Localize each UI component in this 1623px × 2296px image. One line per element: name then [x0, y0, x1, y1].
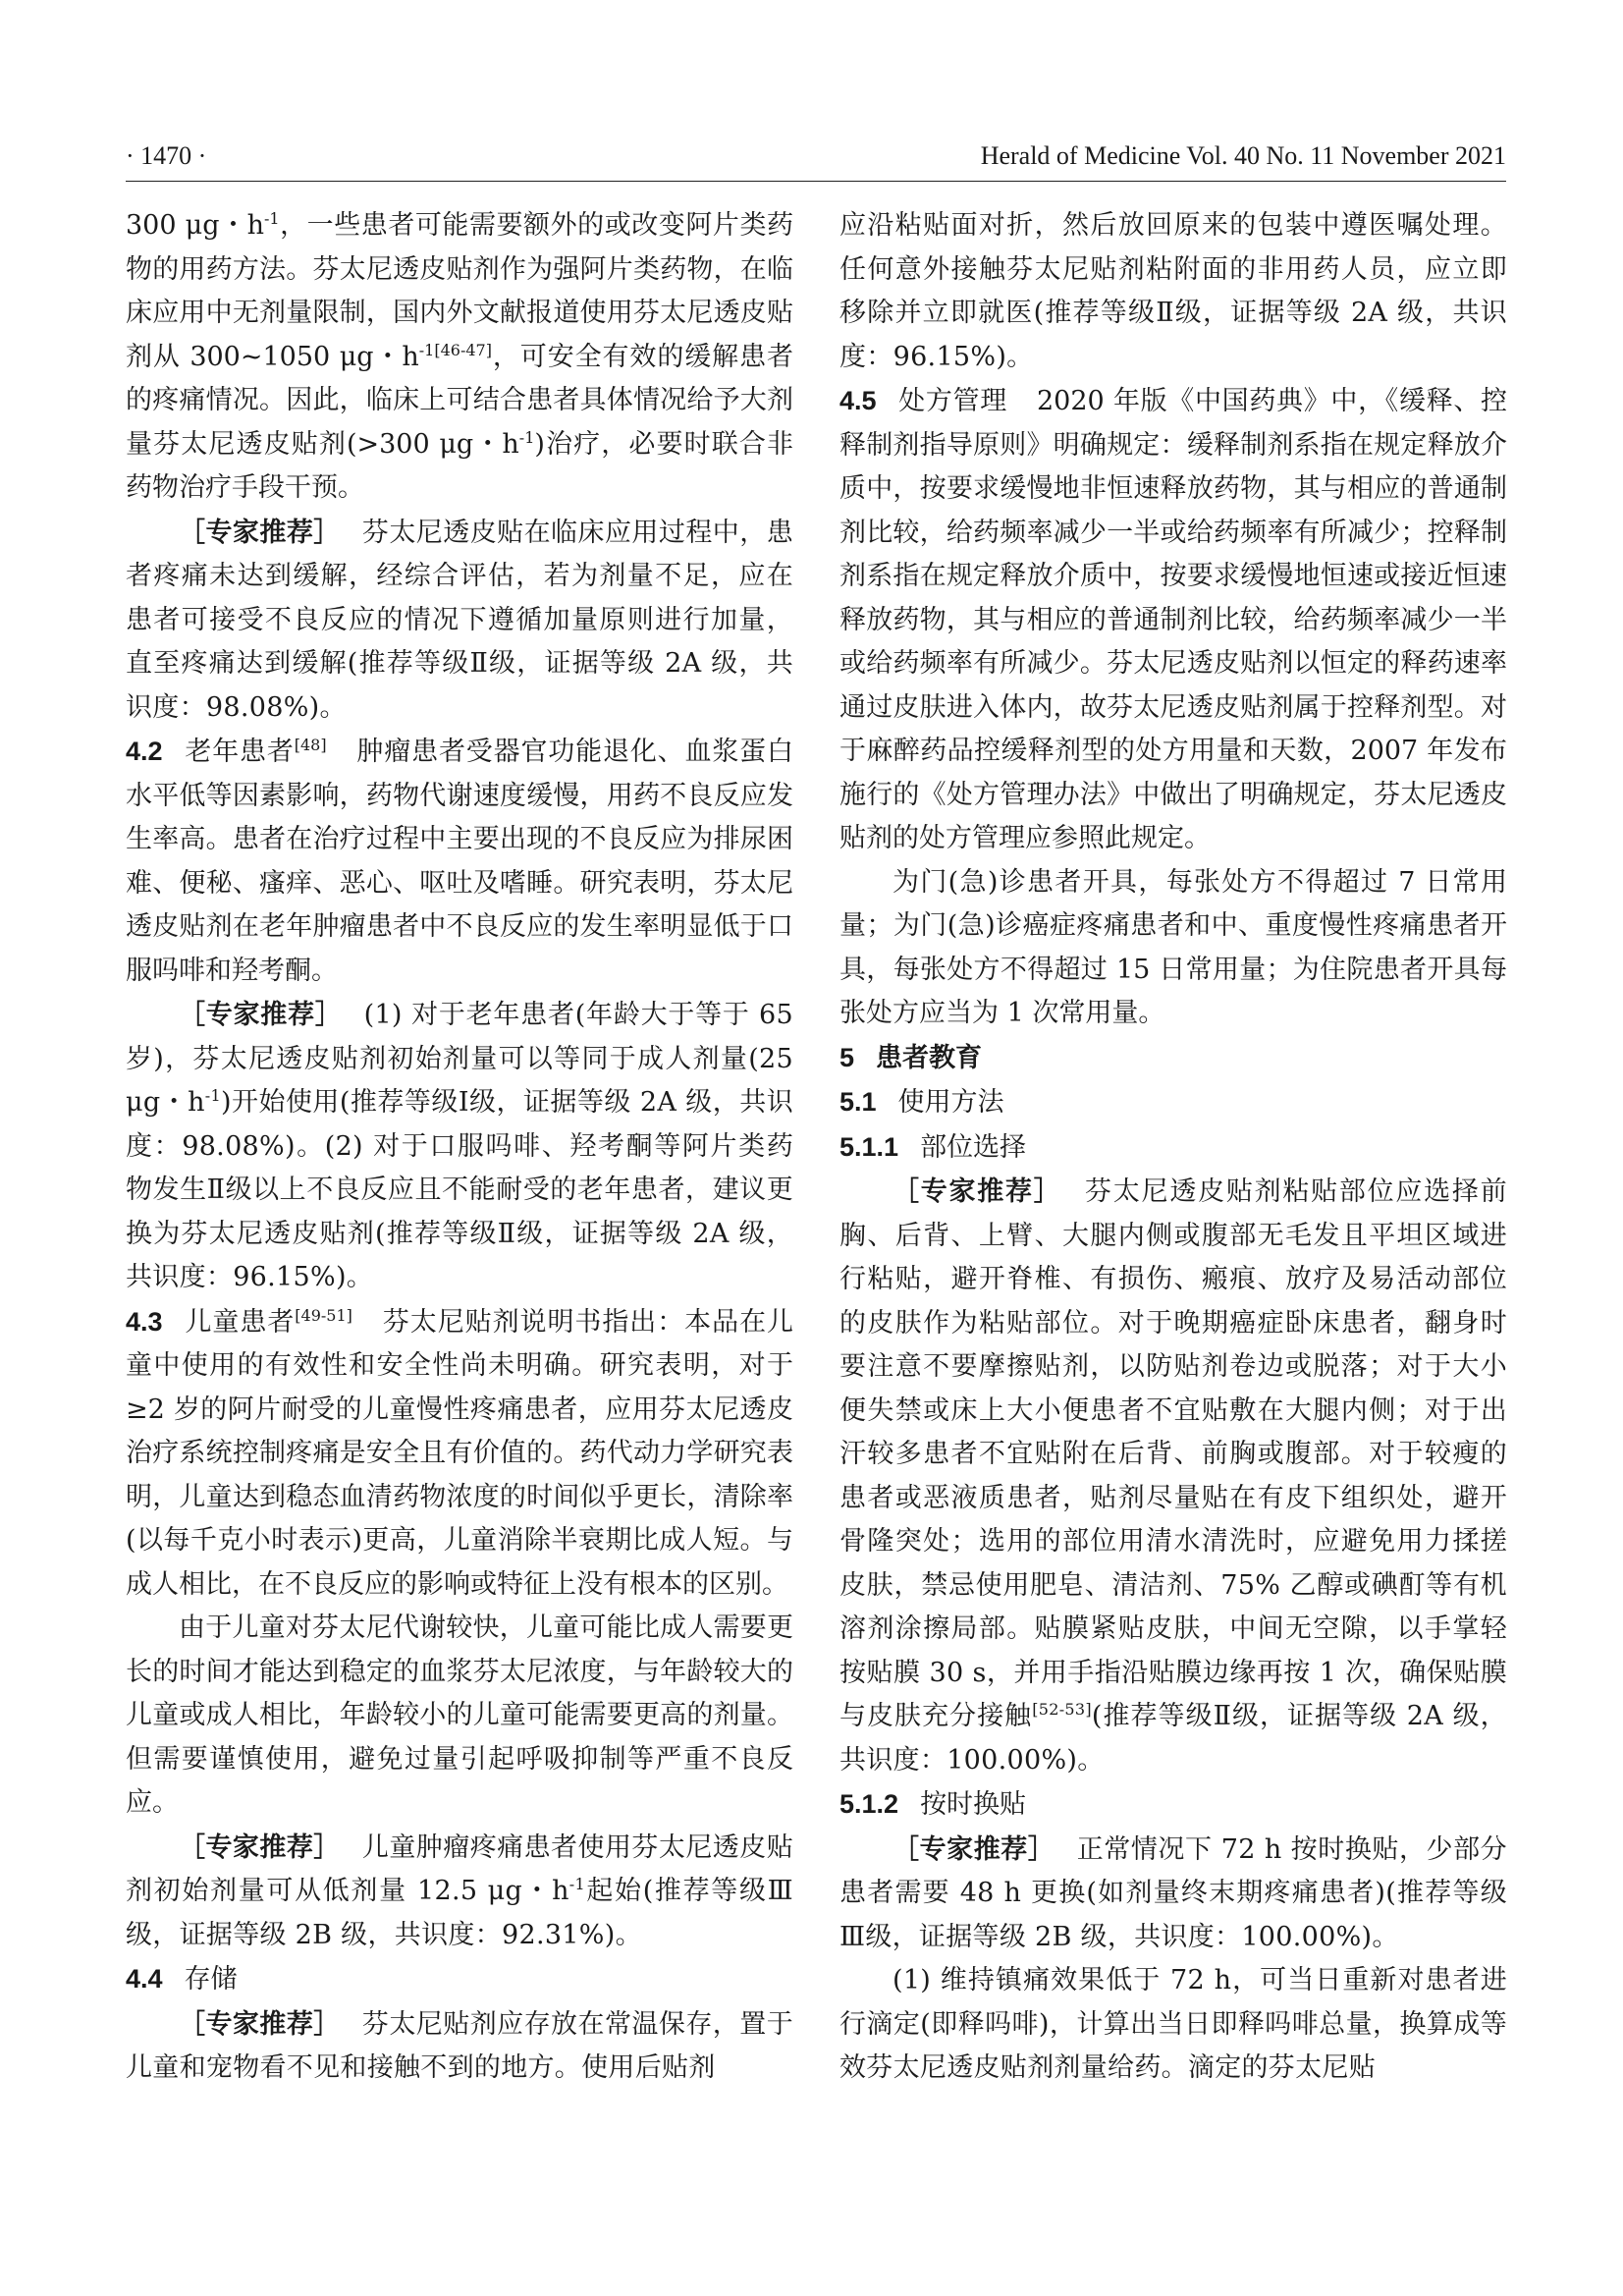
- paragraph: 为门(急)诊患者开具，每张处方不得超过 7 日常用量；为门(急)诊癌症疼痛患者和中、重度慢性疼痛患者开具，每张处方不得超过 15 日常用量；为住院患者开具每张处方应当为 1 次常用量。: [839, 866, 1507, 1028]
- expert-recommendation: ［专家推荐］ (1) 对于老年患者(年龄大于等于 65 岁)，芬太尼透皮贴剂初始剂量可以等同于成人剂量(25 μg・$h^{-1}$)开始使用(推荐等级Ⅰ级，证据等级 2A 级，共识度：98.08%)。(2) 对于口服吗啡、羟考酮等阿片类药物发生Ⅱ级以上不良反应且不能耐受的老年患者，建议更换为芬太尼透皮贴剂(推荐等级Ⅱ级，证据等级 2A 级，共识度：96.15%)。: [126, 1000, 793, 1292]
- page-number: · 1470 ·: [126, 141, 207, 170]
- recommendation-label: ［专家推荐］: [893, 1176, 1062, 1206]
- paragraph: 300 μg・$h^{-1}$，一些患者可能需要额外的或改变阿片类药物的用药方法。芬太尼透皮贴剂作为强阿片类药物，在临床应用中无剂量限制，国内外文献报道使用芬太尼透皮贴剂从 300~1050 μg・$h^{-1[46-47]}$，可安全有效的缓解患者的疼痛情况。因此，临床上可结合患者具体情况给予大剂量芬太尼透皮贴剂(>300 μg・$h^{-1}$)治疗，必要时联合非药物治疗手段干预。: [126, 209, 794, 503]
- section-number: 5.1.1: [839, 1131, 899, 1162]
- section-title: 使用方法: [897, 1087, 1004, 1118]
- paragraph: (1) 维持镇痛效果低于 72 h，可当日重新对患者进行滴定(即释吗啡)，计算出当日即释吗啡总量，换算成等效芬太尼透皮贴剂剂量给药。滴定的芬太尼贴: [839, 1965, 1507, 2083]
- section-number: 5: [839, 1042, 855, 1072]
- paragraph: 应沿粘贴面对折，然后放回原来的包装中遵医嘱处理。任何意外接触芬太尼贴剂粘附面的非用药人员，应立即移除并立即就医(推荐等级Ⅱ级，证据等级 2A 级，共识度：96.15%)。: [839, 210, 1507, 372]
- section-title: 按时换贴: [920, 1789, 1027, 1820]
- section-5-heading: [839, 1036, 1507, 1081]
- recommendation-label: ［专家推荐］: [179, 1831, 341, 1862]
- recommendation-label: ［专家推荐］: [179, 517, 341, 547]
- section-title: 处方管理: [897, 386, 1007, 416]
- section-number: 4.4: [126, 1964, 163, 1994]
- section-title: 患者教育: [876, 1042, 983, 1072]
- left-column: [126, 204, 793, 2091]
- journal-citation: Herald of Medicine Vol. 40 No. 11 November 2021: [980, 141, 1506, 170]
- expert-recommendation: ［专家推荐］ 儿童肿瘤疼痛患者使用芬太尼透皮贴剂初始剂量可从低剂量 12.5 μg・$h^{-1}$起始(推荐等级Ⅲ级，证据等级 2B 级，共识度：92.31%)。: [126, 1831, 793, 1950]
- recommendation-label: ［专家推荐］: [179, 2008, 341, 2039]
- section-title: 儿童患者: [184, 1306, 296, 1338]
- recommendation-label: ［专家推荐］: [179, 1000, 343, 1029]
- section-title: 部位选择: [920, 1131, 1027, 1163]
- section-number: 4.3: [126, 1306, 163, 1337]
- paragraph: 由于儿童对芬太尼代谢较快，儿童可能比成人需要更长的时间才能达到稳定的血浆芬太尼浓度，与年龄较大的儿童或成人相比，年龄较小的儿童可能需要更高的剂量。但需要谨慎使用，避免过量引起呼吸抑制等严重不良反应。: [126, 1613, 793, 1818]
- section-5-1-2-heading: [839, 1782, 1507, 1828]
- recommendation-label: ［专家推荐］: [893, 1833, 1055, 1864]
- expert-recommendation: ［专家推荐］ 正常情况下 72 h 按时换贴，少部分患者需要 48 h 更换(如剂量终末期疼痛患者)(推荐等级Ⅲ级，证据等级 2B 级，共识度：100.00%)。: [839, 1833, 1507, 1952]
- section-number: 5.1: [839, 1087, 877, 1117]
- section-4-2: 4.2 老年患者[48] 肿瘤患者受器官功能退化、血浆蛋白水平低等因素影响，药物代谢速度缓慢，用药不良反应发生率高。患者在治疗过程中主要出现的不良反应为排尿困难、便秘、瘙痒、恶心、呕吐及嗜睡。研究表明，芬太尼透皮贴剂在老年肿瘤患者中不良反应的发生率明显低于口服吗啡和羟考酮。: [126, 736, 794, 986]
- running-header: [126, 136, 1506, 182]
- section-number: 4.2: [126, 737, 163, 766]
- section-number: 5.1.2: [839, 1789, 899, 1819]
- expert-recommendation: ［专家推荐］ 芬太尼贴剂应存放在常温保存，置于儿童和宠物看不见和接触不到的地方。使用后贴剂: [126, 2008, 793, 2083]
- right-column: [839, 204, 1507, 2091]
- section-4-3: 4.3 儿童患者[49-51] 芬太尼贴剂说明书指出：本品在儿童中使用的有效性和安全性尚未明确。研究表明，对于≥2 岁的阿片耐受的儿童慢性疼痛患者，应用芬太尼透皮治疗系统控制疼痛是安全且有价值的。药代动力学研究表明，儿童达到稳态血清药物浓度的时间似乎更长，清除率(以每千克小时表示)更高，儿童消除半衰期比成人短。与成人相比，在不良反应的影响或特征上没有根本的区别。: [126, 1305, 794, 1600]
- expert-recommendation: ［专家推荐］ 芬太尼透皮贴在临床应用过程中，患者疼痛未达到缓解，经综合评估，若为剂量不足，应在患者可接受不良反应的情况下遵循加量原则进行加量，直至疼痛达到缓解(推荐等级Ⅱ级，证据等级 2A 级，共识度：98.08%)。: [126, 517, 793, 723]
- section-number: 4.5: [839, 386, 877, 415]
- section-title: 老年患者: [184, 737, 295, 767]
- expert-recommendation: ［专家推荐］ 芬太尼透皮贴剂粘贴部位应选择前胸、后背、上臂、大腿内侧或腹部无毛发且平坦区域进行粘贴，避开脊椎、有损伤、瘢痕、放疗及易活动部位的皮肤作为粘贴部位。对于晚期癌症卧床患者，翻身时要注意不要摩擦贴剂，以防贴剂卷边或脱落；对于大小便失禁或床上大小便患者不宜贴敷在大腿内侧；对于出汗较多患者不宜贴附在后背、前胸或腹部。对于较瘦的患者或恶液质患者，贴剂尽量贴在有皮下组织处，避开骨隆突处；选用的部位用清水清洗时，应避免用力揉搓皮肤，禁忌使用肥皂、清洁剂、75% 乙醇或碘酊等有机溶剂涂擦局部。贴膜紧贴皮肤，中间无空隙，以手掌轻按贴膜 30 s，并用手指沿贴膜边缘再按 1 次，确保贴膜与皮肤充分接触[52-53](推荐等级Ⅱ级，证据等级 2A 级，共识度：100.00%)。: [839, 1176, 1507, 1776]
- section-5-1-heading: [839, 1080, 1507, 1125]
- section-4-4: [126, 1957, 793, 2002]
- section-4-5: 4.5 处方管理 2020 年版《中国药典》中，《缓释、控释制剂指导原则》明确规定：缓释制剂系指在规定释放介质中，按要求缓慢地非恒速释放药物，其与相应的普通制剂比较，给药频率减少一半或给药频率有所减少；控释制剂系指在规定释放介质中，按要求缓慢地恒速或接近恒速释放药物，其与相应的普通制剂比较，给药频率减少一半或给药频率有所减少。芬太尼透皮贴剂以恒定的释药速率通过皮肤进入体内，故芬太尼透皮贴剂属于控释剂型。对于麻醉药品控缓释剂型的处方用量和天数，2007 年发布施行的《处方管理办法》中做出了明确规定，芬太尼透皮贴剂的处方管理应参照此规定。: [839, 386, 1508, 853]
- section-title: 存储: [184, 1964, 238, 1995]
- section-5-1-1-heading: [839, 1125, 1507, 1171]
